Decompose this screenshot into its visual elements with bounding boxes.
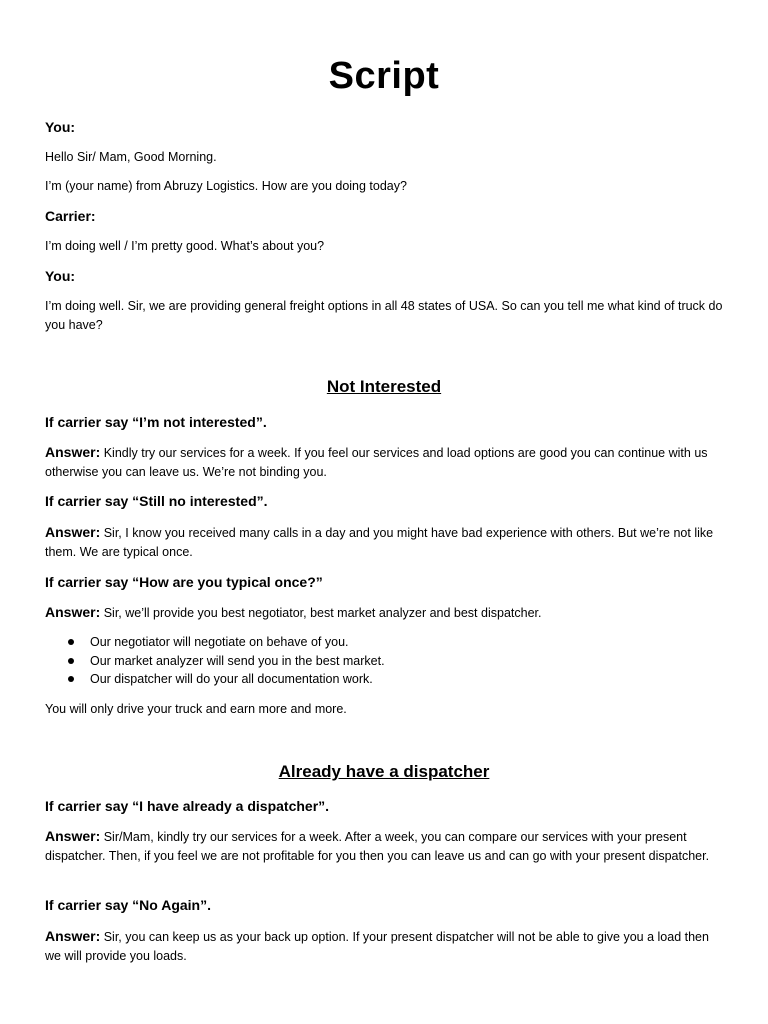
answer-paragraph (45, 927, 723, 966)
bullet-icon (68, 639, 74, 645)
carrier-question: If carrier say “How are you typical once?” (45, 574, 323, 590)
section-heading-dispatcher: Already have a dispatcher (278, 762, 490, 781)
answer-text: Sir, I know you received many calls in a day and you might have bad experience with others. But we’re not like them. We are typical once. (45, 526, 714, 559)
speaker-label-you: You: (45, 119, 76, 135)
carrier-question: If carrier say “Still no interested”. (45, 493, 268, 509)
benefits-list (45, 633, 385, 689)
speaker-label-you: You: (45, 268, 76, 284)
closing-line: You will only drive your truck and earn more and more. (45, 702, 347, 716)
list-item-text: Our market analyzer will send you in the best market. (90, 653, 385, 668)
answer-label: Answer: (45, 524, 101, 540)
speaker-label-carrier: Carrier: (45, 208, 96, 224)
section-heading-not-interested: Not Interested (326, 377, 442, 396)
answer-label: Answer: (45, 928, 101, 944)
answer-paragraph (45, 827, 723, 866)
list-item (45, 633, 385, 652)
carrier-question: If carrier say “I’m not interested”. (45, 414, 267, 430)
answer-text: Kindly try our services for a week. If you feel our services and load options are good you can continue with us otherwise you can leave us. We’re not binding you. (45, 446, 708, 479)
answer-label: Answer: (45, 828, 101, 844)
list-item-text: Our negotiator will negotiate on behave of you. (90, 635, 349, 649)
answer-label: Answer: (45, 444, 101, 460)
dialogue-line: I’m (your name) from Abruzy Logistics. How are you doing today? (45, 179, 407, 193)
dialogue-line: I’m doing well / I’m pretty good. What’s about you? (45, 239, 325, 253)
answer-label: Answer: (45, 604, 101, 620)
list-item-text: Our dispatcher will do your all documentation work. (90, 672, 373, 686)
dialogue-line: Hello Sir/ Mam, Good Morning. (45, 150, 217, 164)
answer-paragraph (45, 603, 723, 623)
list-item (45, 652, 385, 671)
answer-paragraph (45, 523, 723, 562)
answer-text: Sir, you can keep us as your back up option. If your present dispatcher will not be able to give you a load then we will provide you loads. (45, 930, 709, 963)
bullet-icon (68, 676, 74, 682)
bullet-icon (68, 658, 74, 664)
document-title: Script (328, 55, 440, 97)
answer-text: Sir, we’ll provide you best negotiator, best market analyzer and best dispatcher. (103, 606, 542, 620)
answer-text: Sir/Mam, kindly try our services for a week. After a week, you can compare our services with your present dispatcher. Then, if you feel we are not profitable for you then you can leave us and can go with your present dispatcher. (45, 830, 710, 863)
answer-paragraph (45, 443, 723, 482)
carrier-question: If carrier say “I have already a dispatcher”. (45, 798, 330, 814)
dialogue-line: I’m doing well. Sir, we are providing general freight options in all 48 states of USA. So can you tell me what kind of truck do you have? (45, 299, 723, 332)
list-item (45, 670, 385, 689)
carrier-question: If carrier say “No Again”. (45, 897, 211, 913)
